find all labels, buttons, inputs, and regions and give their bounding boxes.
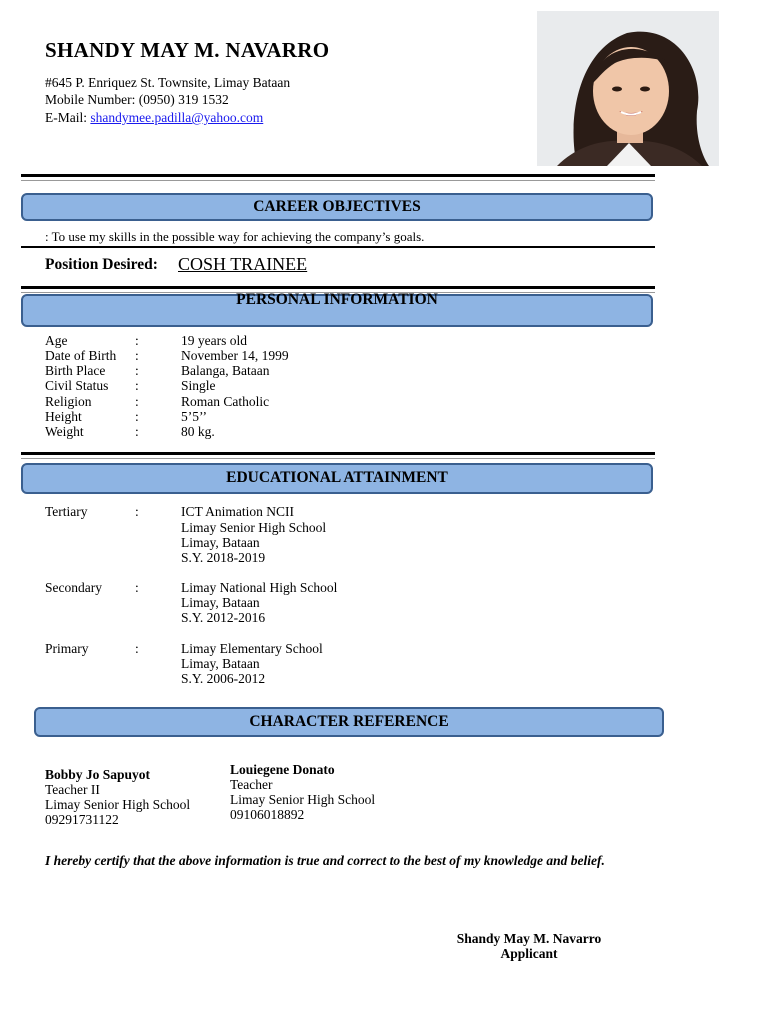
section-character-reference: CHARACTER REFERENCE [34,707,664,737]
edu-line: S.Y. 2018-2019 [181,550,266,565]
reference-name: Bobby Jo Sapuyot [45,767,151,782]
edu-line: ICT Animation NCII [181,504,294,519]
info-value-birthplace: Balanga, Bataan [181,363,270,378]
edu-line: Limay, Bataan [181,595,260,610]
edu-level-secondary: Secondary [45,580,102,595]
position-label: Position Desired: [45,256,158,273]
info-value-age: 19 years old [181,333,247,348]
position-value: COSH TRAINEE [178,254,308,274]
info-colon: : [135,363,139,378]
info-label-weight: Weight [45,424,84,439]
info-colon: : [135,378,139,393]
info-colon: : [135,333,139,348]
divider-rule [21,246,655,248]
email-row [45,110,263,126]
info-colon: : [135,424,139,439]
signature-role: Applicant [500,946,558,961]
info-colon: : [135,394,139,409]
edu-colon: : [135,504,139,519]
info-value-weight: 80 kg. [181,424,215,439]
applicant-name: SHANDY MAY M. NAVARRO [45,38,330,62]
info-label-religion: Religion [45,394,92,409]
info-label-dob: Date of Birth [45,348,117,363]
certification-statement: I hereby certify that the above information is true and correct to the best of my knowledge and belief. [45,853,605,868]
divider-rule [21,452,655,459]
info-label-civil-status: Civil Status [45,378,109,393]
info-colon: : [135,409,139,424]
info-label-age: Age [45,333,68,348]
edu-line: S.Y. 2012-2016 [181,610,266,625]
reference-card-1 [45,767,190,827]
edu-line: Limay Senior High School [181,520,327,535]
portrait-image [537,11,719,166]
edu-colon: : [135,580,139,595]
applicant-photo [537,11,719,166]
divider-rule [21,174,655,181]
section-career-objectives: CAREER OBJECTIVES [21,193,653,221]
reference-card-2 [230,762,375,822]
reference-phone: 09106018892 [230,807,305,822]
reference-school: Limay Senior High School [230,792,376,807]
reference-title: Teacher II [45,782,100,797]
edu-line: Limay Elementary School [181,641,323,656]
info-label-height: Height [45,409,82,424]
section-educational-attainment: EDUCATIONAL ATTAINMENT [21,463,653,494]
reference-phone: 09291731122 [45,812,119,827]
edu-line: Limay, Bataan [181,535,260,550]
email-link[interactable]: shandymee.padilla@yahoo.com [90,110,264,125]
edu-level-primary: Primary [45,641,89,656]
address: #645 P. Enriquez St. Townsite, Limay Bataan [45,75,291,90]
edu-line: Limay National High School [181,580,338,595]
edu-line: Limay, Bataan [181,656,260,671]
info-value-civil-status: Single [181,378,216,393]
edu-colon: : [135,641,139,656]
email-label: E-Mail: [45,110,91,125]
info-value-dob: November 14, 1999 [181,348,289,363]
edu-level-tertiary: Tertiary [45,504,88,519]
signature-name: Shandy May M. Navarro [456,931,602,946]
info-colon: : [135,348,139,363]
info-label-birthplace: Birth Place [45,363,106,378]
reference-school: Limay Senior High School [45,797,191,812]
mobile-number: Mobile Number: (0950) 319 1532 [45,92,229,107]
reference-title: Teacher [230,777,273,792]
career-objective-text: : To use my skills in the possible way for achieving the company’s goals. [45,229,425,244]
edu-line: S.Y. 2006-2012 [181,671,266,686]
section-personal-information: PERSONAL INFORMATION [21,294,653,327]
info-value-religion: Roman Catholic [181,394,270,409]
info-value-height: 5’5’’ [181,409,207,424]
reference-name: Louiegene Donato [230,762,335,777]
